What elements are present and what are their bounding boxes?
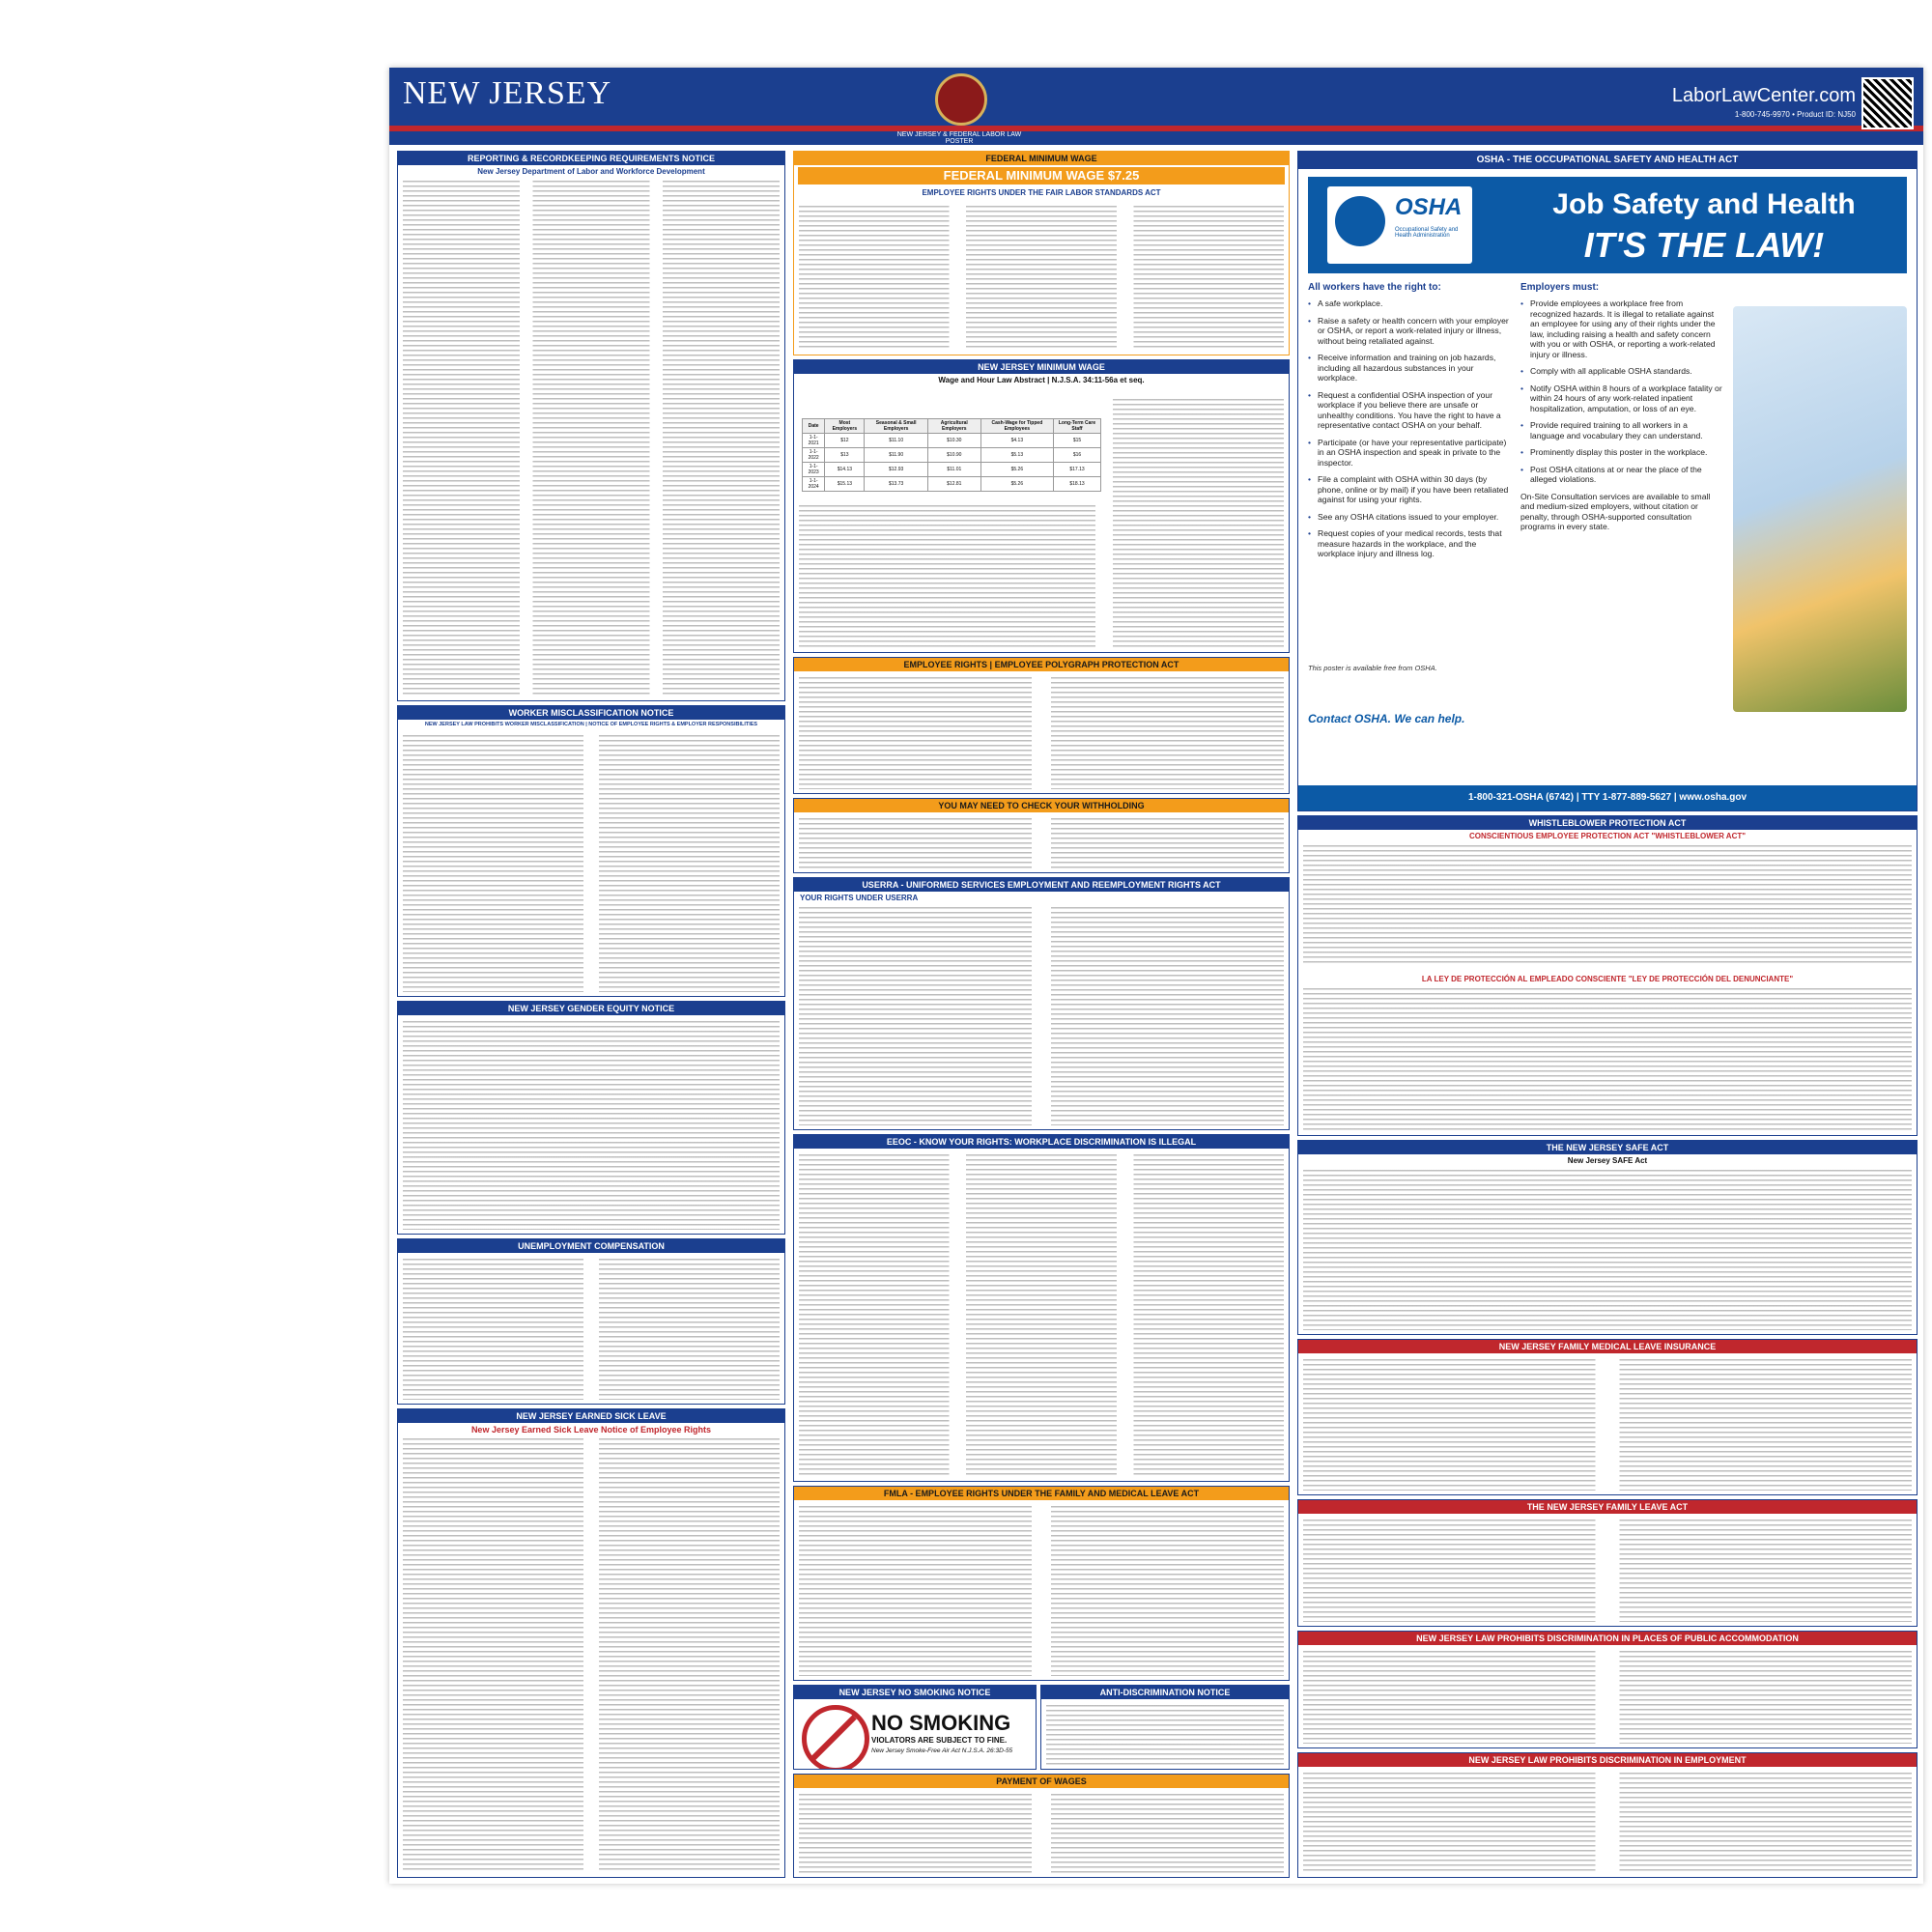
notice-title: NEW JERSEY LAW PROHIBITS DISCRIMINATION IN PLACES OF PUBLIC ACCOMMODATION	[1298, 1632, 1917, 1645]
notice-subtitle: Wage and Hour Law Abstract | N.J.S.A. 34:11-56a et seq.	[938, 376, 1145, 384]
table-cell: $13	[825, 448, 865, 463]
fmw-banner: FEDERAL MINIMUM WAGE $7.25	[798, 167, 1285, 185]
employer-duty-item: • Provide employees a workplace free from recognized hazards. It is illegal to retaliate against an employee for using any of their rights under the law, including raising a health and safety concern with you or with OSHA, or reporting a work-related injury or illness.	[1520, 298, 1723, 359]
notice-title: OSHA - THE OCCUPATIONAL SAFETY AND HEALTH ACT	[1298, 152, 1917, 169]
notice-title: NEW JERSEY EARNED SICK LEAVE	[398, 1409, 784, 1423]
table-header-row	[803, 419, 1101, 434]
employer-duty-item: • Prominently display this poster in the workplace.	[1520, 447, 1723, 458]
table-row	[803, 477, 1101, 492]
employer-duty-item: • Comply with all applicable OSHA standards.	[1520, 366, 1723, 377]
table-cell: $14.13	[825, 463, 865, 477]
table-header-cell: Agricultural Employers	[927, 419, 980, 434]
column-right	[1297, 151, 1916, 1876]
notice-title: NEW JERSEY FAMILY MEDICAL LEAVE INSURANCE	[1298, 1340, 1917, 1353]
employer-duty-item: • Notify OSHA within 8 hours of a workplace fatality or within 24 hours of any work-related inpatient hospitalization, amputation, or loss of an eye.	[1520, 384, 1723, 414]
notice-body-text	[1303, 845, 1912, 966]
table-header-cell: Cash-Wage for Tipped Employees	[980, 419, 1053, 434]
labor-law-poster	[389, 68, 1923, 1884]
notice-subtitle-spanish: LA LEY DE PROTECCIÓN AL EMPLEADO CONSCIENTE "LEY DE PROTECCIÓN DEL DENUNCIANTE"	[1421, 975, 1794, 983]
no-smoking-fine: VIOLATORS ARE SUBJECT TO FINE.	[871, 1736, 1008, 1745]
notice-subtitle: CONSCIENTIOUS EMPLOYEE PROTECTION ACT "WHISTLEBLOWER ACT"	[1468, 832, 1747, 840]
gender-equity-notice	[397, 1001, 785, 1235]
table-cell: $17.13	[1053, 463, 1100, 477]
employment-discrimination-notice	[1297, 1752, 1918, 1878]
employers-heading: Employers must:	[1520, 282, 1600, 293]
table-cell: $16	[1053, 448, 1100, 463]
table-cell: $12.93	[865, 463, 927, 477]
osha-notice	[1297, 151, 1918, 811]
notice-body-text	[403, 1259, 780, 1400]
table-cell: $5.13	[980, 448, 1053, 463]
federal-minimum-wage-notice	[793, 151, 1290, 355]
worker-right-item: • Raise a safety or health concern with your employer or OSHA, or report a work-related injury or illness, without being retaliated against.	[1308, 316, 1511, 347]
osha-banner	[1308, 177, 1907, 273]
family-medical-leave-insurance-notice	[1297, 1339, 1918, 1495]
withholding-notice	[793, 798, 1290, 873]
table-cell: $18.13	[1053, 477, 1100, 492]
worker-right-item: • Receive information and training on job hazards, including all hazardous substances in your workplace.	[1308, 353, 1511, 384]
table-row	[803, 463, 1101, 477]
employers-list	[1520, 298, 1723, 485]
notice-body-text	[1303, 1651, 1912, 1744]
polygraph-notice	[793, 657, 1290, 794]
table-header-cell: Most Employers	[825, 419, 865, 434]
notice-title: YOU MAY NEED TO CHECK YOUR WITHHOLDING	[794, 799, 1289, 812]
table-row	[803, 448, 1101, 463]
notice-title: NEW JERSEY LAW PROHIBITS DISCRIMINATION IN EMPLOYMENT	[1298, 1753, 1917, 1767]
anti-discrimination-notice	[1040, 1685, 1290, 1770]
notice-body-text	[799, 1154, 1284, 1477]
unemployment-notice	[397, 1238, 785, 1405]
workers-heading: All workers have the right to:	[1308, 282, 1441, 293]
sick-leave-notice	[397, 1408, 785, 1878]
notice-title: ANTI-DISCRIMINATION NOTICE	[1041, 1686, 1289, 1699]
userra-notice	[793, 877, 1290, 1130]
eeoc-notice	[793, 1134, 1290, 1482]
nj-minimum-wage-notice	[793, 359, 1290, 653]
osha-contact: Contact OSHA. We can help.	[1308, 712, 1465, 725]
notice-body-text	[403, 1438, 780, 1873]
workers-list	[1308, 298, 1511, 559]
table-cell: 1-1-2024	[803, 477, 825, 492]
worker-right-item: • File a complaint with OSHA within 30 days (by phone, online or by mail) if you have been retaliated against for using your rights.	[1308, 474, 1511, 505]
notice-title: THE NEW JERSEY FAMILY LEAVE ACT	[1298, 1500, 1917, 1514]
brand-phone: 1-800-745-9970 • Product ID: NJ50	[1734, 110, 1856, 119]
reporting-notice	[397, 151, 785, 701]
employer-duty-item: • Provide required training to all workers in a language and vocabulary they can understand.	[1520, 420, 1723, 440]
table-header-cell: Date	[803, 419, 825, 434]
header-stripe	[389, 126, 1923, 131]
workers-rights	[1308, 282, 1511, 566]
dol-seal-icon	[1335, 196, 1385, 246]
whistleblower-notice	[1297, 815, 1918, 1136]
osha-agency-name: Occupational Safety and Health Administration	[1395, 227, 1459, 239]
notice-body-text	[799, 206, 1284, 351]
notice-title: WORKER MISCLASSIFICATION NOTICE	[398, 706, 784, 720]
safe-act-notice	[1297, 1140, 1918, 1335]
notice-body-text-right	[1113, 399, 1284, 648]
table-cell: $11.90	[865, 448, 927, 463]
notice-body-text	[1046, 1705, 1284, 1765]
employer-duties	[1520, 282, 1723, 532]
notice-body-text	[1303, 1359, 1912, 1491]
notice-subtitle: New Jersey SAFE Act	[1567, 1156, 1648, 1165]
notice-subtitle: New Jersey Earned Sick Leave Notice of Employee Rights	[470, 1425, 712, 1435]
notice-body-text	[799, 818, 1284, 868]
public-accommodation-notice	[1297, 1631, 1918, 1748]
table-cell: $10.30	[927, 434, 980, 448]
notice-title: FEDERAL MINIMUM WAGE	[794, 152, 1289, 165]
table-cell: $13.73	[865, 477, 927, 492]
table-cell: 1-1-2021	[803, 434, 825, 448]
table-header-cell: Seasonal & Small Employers	[865, 419, 927, 434]
table-cell: $10.90	[927, 448, 980, 463]
notice-title: PAYMENT OF WAGES	[794, 1775, 1289, 1788]
notice-title: REPORTING & RECORDKEEPING REQUIREMENTS NOTICE	[398, 152, 784, 165]
notice-title: NEW JERSEY GENDER EQUITY NOTICE	[398, 1002, 784, 1015]
notice-body-text	[1303, 1170, 1912, 1330]
no-smoking-statute: New Jersey Smoke-Free Air Act N.J.S.A. 26:3D-55	[871, 1747, 1013, 1754]
table-cell: $12.81	[927, 477, 980, 492]
notice-body-text	[799, 677, 1284, 789]
notice-body-text	[403, 181, 780, 696]
poster-header	[389, 68, 1923, 145]
notice-subtitle: EMPLOYEE RIGHTS UNDER THE FAIR LABOR STANDARDS ACT	[922, 188, 1161, 197]
seal-icon	[935, 73, 987, 126]
table-cell: 1-1-2023	[803, 463, 825, 477]
notice-title: EMPLOYEE RIGHTS | EMPLOYEE POLYGRAPH PROTECTION ACT	[794, 658, 1289, 671]
osha-headline-law: IT'S THE LAW!	[1583, 225, 1825, 265]
notice-title: USERRA - UNIFORMED SERVICES EMPLOYMENT AND REEMPLOYMENT RIGHTS ACT	[794, 878, 1289, 892]
notice-title: UNEMPLOYMENT COMPENSATION	[398, 1239, 784, 1253]
brand-name: LaborLawCenter.com	[1671, 85, 1856, 106]
osha-contact-footer: 1-800-321-OSHA (6742) | TTY 1-877-889-5627 | www.osha.gov	[1298, 785, 1917, 810]
notice-title: WHISTLEBLOWER PROTECTION ACT	[1298, 816, 1917, 830]
notice-title: EEOC - KNOW YOUR RIGHTS: WORKPLACE DISCRIMINATION IS ILLEGAL	[794, 1135, 1289, 1149]
notice-body-text	[799, 1506, 1284, 1676]
table-cell: $15	[1053, 434, 1100, 448]
worker-right-item: • Request a confidential OSHA inspection of your workplace if you believe there are unsafe or unhealthy conditions. You have the right to have a representative contact OSHA on your behalf.	[1308, 390, 1511, 431]
table-cell: $12	[825, 434, 865, 448]
no-smoking-notice	[793, 1685, 1037, 1770]
table-cell: $4.13	[980, 434, 1053, 448]
table-cell: $15.13	[825, 477, 865, 492]
consultation-text: On-Site Consultation services are available to small and medium-sized employers, without citation or penalty, through OSHA-supported consultation programs in every state.	[1520, 491, 1711, 531]
notice-subtitle: New Jersey Department of Labor and Workforce Development	[477, 167, 705, 176]
qr-code-icon	[1861, 77, 1914, 129]
family-leave-act-notice	[1297, 1499, 1918, 1627]
table-cell: $11.10	[865, 434, 927, 448]
worker-right-item: • A safe workplace.	[1308, 298, 1511, 309]
worker-right-item: • See any OSHA citations issued to your employer.	[1308, 512, 1511, 523]
notice-title: FMLA - EMPLOYEE RIGHTS UNDER THE FAMILY AND MEDICAL LEAVE ACT	[794, 1487, 1289, 1500]
column-middle	[793, 151, 1288, 1876]
notice-title: THE NEW JERSEY SAFE ACT	[1298, 1141, 1917, 1154]
notice-body-text	[1303, 1773, 1912, 1873]
employer-duty-item: • Post OSHA citations at or near the place of the alleged violations.	[1520, 465, 1723, 485]
notice-title: NEW JERSEY NO SMOKING NOTICE	[794, 1686, 1036, 1699]
minimum-wage-table	[802, 418, 1101, 492]
notice-body-text	[799, 1794, 1284, 1873]
notice-body-text	[403, 1021, 780, 1230]
table-header-cell: Long-Term Care Staff	[1053, 419, 1100, 434]
notice-title: NEW JERSEY MINIMUM WAGE	[794, 360, 1289, 374]
fmla-notice	[793, 1486, 1290, 1681]
notice-body-text-spanish	[1303, 988, 1912, 1131]
notice-subtitle: YOUR RIGHTS UNDER USERRA	[800, 894, 919, 902]
worker-right-item: • Participate (or have your representative participate) in an OSHA inspection and speak in private to the inspector.	[1308, 438, 1511, 469]
notice-body-text	[799, 907, 1284, 1125]
state-title: NEW JERSEY	[403, 75, 612, 111]
table-cell: 1-1-2022	[803, 448, 825, 463]
table-cell: $5.26	[980, 463, 1053, 477]
table-cell: $5.26	[980, 477, 1053, 492]
osha-headline: Job Safety and Health	[1552, 188, 1856, 220]
poster-availability: This poster is available free from OSHA.	[1308, 664, 1437, 672]
notice-subtitle: NEW JERSEY LAW PROHIBITS WORKER MISCLASSIFICATION | NOTICE OF EMPLOYEE RIGHTS & EMPLOYER RESPONSIBILITIES	[424, 722, 758, 727]
osha-logo-text: OSHA	[1395, 194, 1463, 220]
osha-logo	[1327, 186, 1472, 264]
no-smoking-icon	[802, 1705, 869, 1770]
workers-illustration	[1733, 306, 1907, 712]
worker-right-item: • Request copies of your medical records, tests that measure hazards in the workplace, and the workplace injury and illness log.	[1308, 528, 1511, 559]
table-row	[803, 434, 1101, 448]
payment-of-wages-notice	[793, 1774, 1290, 1878]
table-cell: $11.01	[927, 463, 980, 477]
poster-subtitle: NEW JERSEY & FEDERAL LABOR LAW POSTER	[896, 131, 1022, 145]
notice-body-text	[1303, 1520, 1912, 1622]
column-left	[397, 151, 783, 1876]
notice-body-text	[799, 505, 1095, 648]
notice-body-text	[403, 735, 780, 992]
no-smoking-heading: NO SMOKING	[871, 1711, 1011, 1735]
misclassification-notice	[397, 705, 785, 997]
